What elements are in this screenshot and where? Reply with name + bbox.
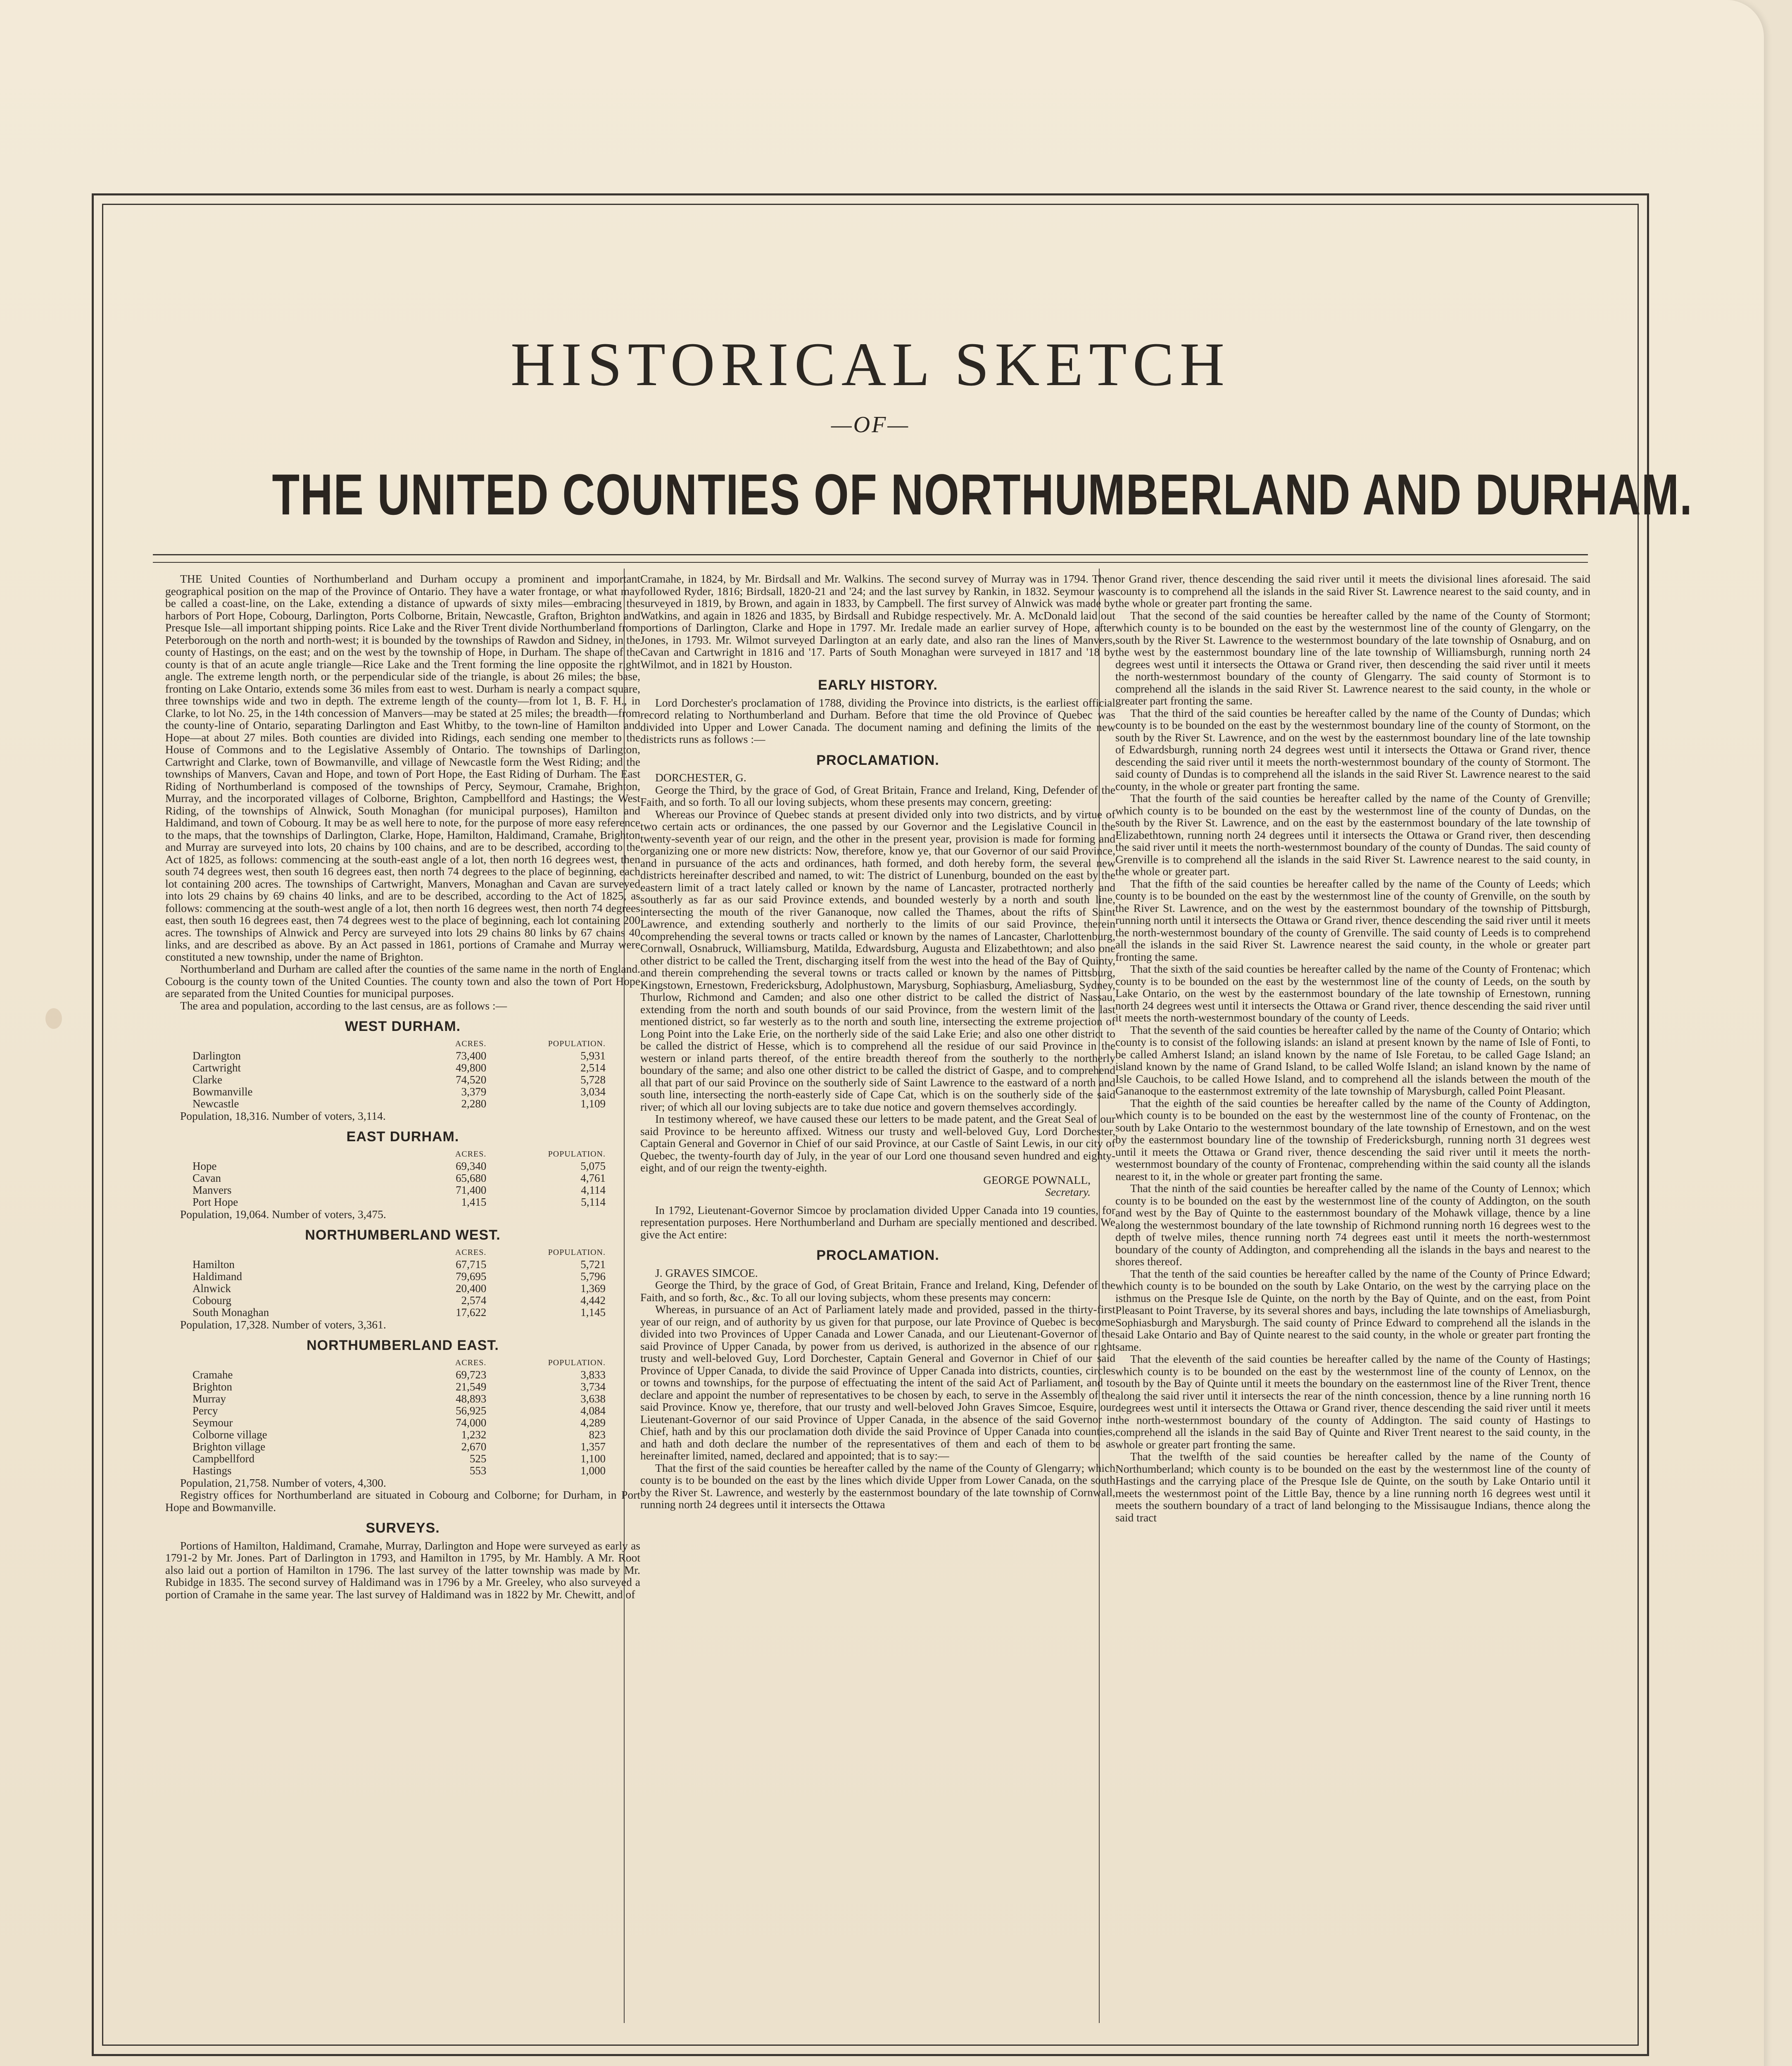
table-cell: 823 bbox=[589, 1428, 606, 1441]
table-row bbox=[190, 1429, 608, 1441]
paragraph: or Grand river, thence descending the said river until it meets the divisional lines aforesaid. The said county is to comprehend all the islands in the said River St. Lawrence nearest to the said county, and in the whole or greater part fronting the same. bbox=[1115, 573, 1590, 609]
table-cell: 73,400 bbox=[456, 1049, 487, 1062]
paragraph: That the first of the said counties be hereafter called by the name of the County of Glengarry; which county is to be bounded on the east by the lines which divide Upper from Lower Canada, on the south by the River St. Lawrence, and westerly by the easternmost boundary of the late township of Cornwall, running north 24 degrees until it intersects the Ottawa bbox=[640, 1461, 1115, 1511]
table-cell: 49,800 bbox=[456, 1061, 487, 1074]
table-row bbox=[190, 1160, 608, 1172]
page-title: HISTORICAL SKETCH bbox=[510, 330, 1231, 399]
table-header-acres: ACRES. bbox=[455, 1149, 487, 1159]
table-cell: 4,084 bbox=[580, 1404, 606, 1417]
table-cell: 4,442 bbox=[580, 1294, 606, 1307]
table-cell: 1,369 bbox=[580, 1282, 606, 1295]
table-cell: Campbellford bbox=[193, 1452, 254, 1465]
table-cell: Port Hope bbox=[193, 1195, 238, 1208]
table-cell: 69,340 bbox=[456, 1159, 487, 1172]
outer-border bbox=[92, 193, 1693, 2056]
paragraph: The area and population, according to the last census, are as follows :— bbox=[180, 999, 507, 1012]
table-row bbox=[190, 1453, 608, 1465]
table-row bbox=[190, 1172, 608, 1184]
table-row bbox=[190, 1259, 608, 1271]
table-cell: Darlington bbox=[193, 1049, 241, 1062]
paragraph: That the ninth of the said counties be hereafter called by the name of the County of Lennox; which county is to be bounded on the east by the westernmost line of the county of Addington, on the south and west by the Bay of Quinte to the easternmost boundary of the Mohawk village, thence by a line along the westernmost boundary of the late township of Richmond running north 16 degrees west to the depth of twelve miles, thence running north 74 degrees east until it meets the north-westernmost boundary of the county of Addington, and comprehending all the islands in the bays and nearest to the shores thereof. bbox=[1115, 1182, 1590, 1268]
paragraph: That the second of the said counties be hereafter called by the name of the County of Stormont; which county is to be bounded on the east by the westernmost line of the county of Glengarry, on the south by the River St. Lawrence to the westernmost boundary of the late township of Osnaburg, and on the west by the easternmost boundary line of the late township of Williamsburgh, running north 24 degrees west until it intersects the Ottawa or Grand river, then descending the said river until it meets the north-westernmost boundary of the county of Glengarry. The said county of Stormont is to comprehend all the islands in the said River St. Lawrence nearest to the said county, in the whole or greater part fronting the same. bbox=[1115, 609, 1590, 707]
paragraph: That the eleventh of the said counties be hereafter called by the name of the County of Hastings; which county is to be bounded on the east by the westernmost line of the county of Lennox, on the south by the Bay of Quinte until it meets the boundary on the easternmost line of the River Trent, thence along the said river until it intersects the rear of the ninth concession, thence by a line running north 16 degrees west until it intersects the Ottawa or Grand river, thence descending the said river until it meets the north-westernmost boundary of the county of Addington. The said county of Hastings to comprehend all the islands in the said Bay of Quinte and River Trent nearest to the said county, in the whole or greater part fronting the same. bbox=[1115, 1352, 1590, 1451]
table-row bbox=[190, 1184, 608, 1196]
table-cell: 525 bbox=[469, 1452, 487, 1465]
section-heading-proclamation: PROCLAMATION. bbox=[816, 1247, 939, 1263]
table-cell: 3,734 bbox=[580, 1380, 606, 1393]
table-header-population: POPULATION. bbox=[548, 1039, 606, 1048]
table-cell: Colborne village bbox=[193, 1428, 267, 1441]
section-heading-northumberland-west: NORTHUMBERLAND WEST. bbox=[305, 1227, 501, 1243]
table-cell: 79,695 bbox=[456, 1270, 487, 1283]
table-header-population: POPULATION. bbox=[548, 1358, 606, 1367]
table-cell: 20,400 bbox=[456, 1282, 487, 1295]
table-cell: 5,931 bbox=[580, 1049, 606, 1062]
table-cell: 1,357 bbox=[580, 1440, 606, 1453]
signature-title: Secretary. bbox=[1045, 1185, 1091, 1198]
table-header bbox=[190, 1038, 420, 1050]
table-cell: 2,670 bbox=[461, 1440, 487, 1453]
table-cell: Brighton bbox=[193, 1380, 233, 1393]
paragraph: George the Third, by the grace of God, of Great Britain, France and Ireland, King, Defender of the Faith, and so forth. To all our loving subjects, whom these presents may concern, greeting: bbox=[640, 783, 1115, 808]
section-heading-east-durham: EAST DURHAM. bbox=[346, 1129, 459, 1145]
table-row bbox=[190, 1283, 608, 1295]
table-cell: 71,400 bbox=[456, 1183, 487, 1196]
table-cell: Murray bbox=[193, 1392, 226, 1405]
table-header-acres: ACRES. bbox=[455, 1247, 487, 1257]
table-header-population: POPULATION. bbox=[548, 1247, 606, 1257]
table-cell: 4,761 bbox=[580, 1171, 606, 1184]
paragraph: That the sixth of the said counties be hereafter called by the name of the County of Frontenac; which county is to be bounded on the east by the westernmost line of the county of Leeds, on the south by Lake Ontario, on the west by the easternmost boundary of the late township of Ernestown, running north 24 degrees west until it intersects the Ottawa or Grand river, thence descending the said river until it meets the north-westernmost boundary of the county of Leeds. bbox=[1115, 962, 1590, 1024]
table-cell: Percy bbox=[193, 1404, 218, 1417]
table-cell: 3,638 bbox=[580, 1392, 606, 1405]
paragraph: Registry offices for Northumberland are situated in Cobourg and Colborne; for Durham, in Port Hope and Bowmanville. bbox=[165, 1488, 640, 1514]
table-row bbox=[190, 1405, 608, 1417]
paragraph: That the tenth of the said counties be hereafter called by the name of the County of Prince Edward; which county is to be bounded on the south by Lake Ontario, on the west by the carrying place on the isthmus on the Presque Isle de Quinte, on the north by the Bay of Quinte, and on the east, from Point Pleasant to Point Traverse, by its several shores and bays, including the late townships of Ameliasburgh, Sophiasburgh and Marysburgh. The said county of Prince Edward to comprehend all the islands in the said Lake Ontario and Bay of Quinte nearest to the said county, in the whole or greater part fronting the same. bbox=[1115, 1267, 1590, 1353]
table-cell: 69,723 bbox=[456, 1368, 487, 1381]
title-connector: —OF— bbox=[831, 412, 910, 438]
table-cell: 74,000 bbox=[456, 1416, 487, 1429]
text-column-3 bbox=[1115, 573, 1590, 2027]
paragraph: Whereas, in pursuance of an Act of Parliament lately made and provided, passed in the thirty-first year of our reign, and of authority by us given for that purpose, our late Province of Quebec is become divided into two Provinces of Upper Canada and Lower Canada, and our Lieutenant-Governor of the said Province of Upper Canada, by power from us derived, is authorized in the absence of our right trusty and well-beloved Guy, Lord Dorchester, Captain General and Governor in Chief of our said Province of Upper Canada, to divide the said Province of Upper Canada into districts, counties, circles or towns and townships, for the purpose of effectuating the intent of the said Act of Parliament, and to declare and appoint the number of representatives to be chosen by each, to serve in the Assembly of the said Province. Know ye, therefore, that our trusty and well-beloved John Graves Simcoe, Esquire, our Lieutenant-Governor of our said Province of Upper Canada, in the absence of the said Governor in Chief, hath and by this our proclamation doth divide the said Province of Upper Canada into counties, and hath and doth declare the number of the representatives of them and each of them to be as hereinafter limited, named, declared and appointed; that is to say:— bbox=[640, 1303, 1115, 1462]
table-header bbox=[190, 1247, 420, 1259]
table-cell: 553 bbox=[469, 1464, 487, 1477]
table-cell: 5,796 bbox=[580, 1270, 606, 1283]
table-cell: Bowmanville bbox=[193, 1085, 253, 1098]
table-cell: 5,114 bbox=[581, 1195, 606, 1208]
section-heading-west-durham: WEST DURHAM. bbox=[345, 1019, 461, 1034]
table-row bbox=[190, 1196, 608, 1208]
table-cell: 74,520 bbox=[456, 1073, 487, 1086]
paper-stain bbox=[45, 1008, 62, 1029]
table-cell: 3,379 bbox=[461, 1085, 487, 1098]
paragraph: George the Third, by the grace of God, of Great Britain, France and Ireland, King, Defender of the Faith, and so forth, &c., &c. To all our loving subjects, whom these presents may concern: bbox=[640, 1278, 1115, 1304]
table-row bbox=[190, 1098, 608, 1110]
population-table-northumberland-west bbox=[190, 1247, 608, 1319]
proclamation-issuer: J. GRAVES SIMCOE. bbox=[655, 1266, 758, 1279]
table-cell: 1,100 bbox=[580, 1452, 606, 1465]
table-cell: 5,721 bbox=[580, 1258, 606, 1271]
table-cell: Alnwick bbox=[193, 1282, 231, 1295]
table-cell: 1,000 bbox=[580, 1464, 606, 1477]
table-header-acres: ACRES. bbox=[455, 1358, 487, 1367]
table-cell: Haldimand bbox=[193, 1270, 242, 1283]
table-cell: Clarke bbox=[193, 1073, 222, 1086]
table-row bbox=[190, 1465, 608, 1477]
paragraph: That the eighth of the said counties be hereafter called by the name of the County of Addington, which county is to be bounded on the east by the westernmost line of the county of Frontenac, on the south by Lake Ontario to the westernmost boundary of the late township of Ernestown, and on the west by the easternmost boundary line of the township of Fredericksburgh, running north 31 degrees west until it meets the Ottawa or Grand river, thence descending the said river until it meets the north-westernmost boundary of the county of Frontenac, comprehending within the said county all the islands nearest to it, in the whole or greater part fronting the same. bbox=[1115, 1096, 1590, 1183]
paragraph: Whereas our Province of Quebec stands at present divided only into two districts, and by virtue of two certain acts or ordinances, the one passed by our Governor and the Legislative Council in the twenty-seventh year of our reign, and the other in the present year, provision is made for forming and organizing one or more new districts: Now, therefore, know ye, that our Governor of our said Province, and in pursuance of the acts and ordinances, hath formed, and doth hereby form, the several new districts hereinafter described and named, to wit: The district of Lunenburg, bounded on the east by the eastern limit of a tract lately called or known by the name of Lancaster, protracted northerly and southerly as far as our said Province extends, and bounded westerly by a north and south line, intersecting the mouth of the river Gananoque, now called the Thames, about the rifts of Saint Lawrence, and extending southerly and northerly to the limits of our said Province, therein comprehending the several towns or tracts called or known by the names of Lancaster, Charlottenburg, Cornwall, Osnabruck, Williamsburg, Matilda, Edwardsburg, Augusta and Elizabethtown; and also one other district to be called the Trent, discharging itself from the west into the head of the Bay of Quinty, and therein comprehending the several towns or tracts called or known by the names of Pittsburg, Kingstown, Ernestown, Fredericksburg, Adolphustown, Marysburg, Sophiasburg, Ameliasburg, Sydney, Thurlow, Richmond and Camden; and also one other district to be called the district of Nassau, extending from the north and south bounds of our said Province, from the western limit of the last mentioned district, so far westerly as to the north and south line, intersecting the extreme projection of Long Point into the Lake Erie, on the northerly side of the said Lake Erie; and also one other district to be called the district of Hesse, which is to comprehend all the residue of our said Province in the western or inland parts thereof, of the entire breadth thereof from the southerly to the northerly boundary of the same; and also one other district to be called the district of Gaspe, and to comprehend all that part of our said Province on the southerly side of Saint Lawrence to the eastward of a north and south line, intersecting the north-easterly side of Cape Cat, which is on the southerly side of the said river; of which all our loving subjects are to take due notice and govern themselves accordingly. bbox=[640, 807, 1115, 1113]
table-cell: 21,549 bbox=[456, 1380, 487, 1393]
title-rule bbox=[153, 554, 1588, 563]
section-heading-early-history: EARLY HISTORY. bbox=[818, 677, 938, 693]
table-row bbox=[190, 1074, 608, 1086]
table-cell: Brighton village bbox=[193, 1440, 266, 1453]
table-row bbox=[190, 1271, 608, 1283]
table-row bbox=[190, 1441, 608, 1453]
table-row bbox=[190, 1086, 608, 1098]
paragraph: That the fourth of the said counties be hereafter called by the name of the County of Grenville; which county is to be bounded on the east by the westernmost line of the county of Dundas, on the south by the River St. Lawrence, and on the east by the easternmost boundary of the late township of Elizabethtown, running north 24 degrees until it intersects the Ottawa or Grand river, then descending the said river until it meets the north-westernmost boundary of the county of Dundas. The said county of Grenville is to comprehend all the islands in the said River St. Lawrence nearest to the said county, in the whole or greater part. bbox=[1115, 792, 1590, 878]
text-column-1 bbox=[165, 573, 640, 2027]
table-cell: Cartwright bbox=[193, 1061, 241, 1074]
table-row bbox=[190, 1369, 608, 1381]
table-cell: 2,514 bbox=[580, 1061, 606, 1074]
table-cell: 3,034 bbox=[580, 1085, 606, 1098]
population-note: Population, 18,316. Number of voters, 3,114. bbox=[180, 1109, 386, 1122]
population-table-east-durham bbox=[190, 1148, 608, 1208]
table-cell: Cavan bbox=[193, 1171, 221, 1184]
table-row bbox=[190, 1307, 608, 1319]
paragraph: That the third of the said counties be hereafter called by the name of the County of Dundas; which county is to be bounded on the east by the westernmost boundary line of the county of Stormont, on the south by the River St. Lawrence, and on the west by the easternmost boundary line of the late township of Edwardsburgh, running north 24 degrees west until it intersects the Ottawa or Grand river, thence descending the said river until it meets the north-westernmost boundary of the county of Stormont. The said county of Dundas is to comprehend all the islands in the said River St. Lawrence nearest to the said county, in the whole or greater part fronting the same. bbox=[1115, 706, 1590, 793]
table-cell: 17,622 bbox=[456, 1306, 487, 1319]
table-cell: 1,145 bbox=[580, 1306, 606, 1319]
population-note: Population, 19,064. Number of voters, 3,475. bbox=[180, 1207, 386, 1221]
table-cell: 56,925 bbox=[456, 1404, 487, 1417]
table-header bbox=[190, 1148, 420, 1160]
population-note: Population, 17,328. Number of voters, 3,361. bbox=[180, 1318, 386, 1331]
paragraph: Cramahe, in 1824, by Mr. Birdsall and Mr. Walkins. The second survey of Murray was in 1794. Then followed Ryder, 1816; Birdsall, 1820-21 and '24; and the last survey by Rankin, in 1832. Seymour was surveyed in 1819, by Brown, and again in 1833, by Campbell. The first survey of Alnwick was made by Watkins, and again in 1826 and 1835, by Birdsall and Rubidge respectively. Mr. A. McDonald laid out portions of Darlington, Clarke and Hope in 1797. Mr. Iredale made an earlier survey of Hope, after Jones, in 1793. Mr. Wilmot surveyed Darlington at an early date, and also ran the lines of Manvers, Cavan and Cartwright in 1816 and '17. Parts of South Monaghan were surveyed in 1817 and '18 by Wilmot, and in 1821 by Houston. bbox=[640, 573, 1115, 671]
paragraph: Northumberland and Durham are called after the counties of the same name in the north of England. Cobourg is the county town of the United Counties. The county town and also the town of Port Hope are separated from the United Counties for municipal purposes. bbox=[165, 962, 640, 1000]
table-row bbox=[190, 1295, 608, 1307]
table-header-population: POPULATION. bbox=[548, 1149, 606, 1159]
table-cell: 5,075 bbox=[580, 1159, 606, 1172]
table-cell: 3,833 bbox=[580, 1368, 606, 1381]
table-cell: Seymour bbox=[193, 1416, 233, 1429]
table-cell: Manvers bbox=[193, 1183, 232, 1196]
table-row bbox=[190, 1393, 608, 1405]
table-cell: 4,114 bbox=[581, 1183, 606, 1196]
population-note: Population, 21,758. Number of voters, 4,300. bbox=[180, 1476, 386, 1489]
table-header-acres: ACRES. bbox=[455, 1039, 487, 1048]
table-cell: South Monaghan bbox=[193, 1306, 269, 1319]
table-cell: 5,728 bbox=[580, 1073, 606, 1086]
paragraph: Portions of Hamilton, Haldimand, Cramahe, Murray, Darlington and Hope were surveyed as early as 1791-2 by Mr. Jones. Part of Darlington in 1793, and Hamilton in 1795, by Mr. Hambly. A Mr. Root also laid out a portion of Hamilton in 1796. The last survey of the latter township was made by Mr. Rubidge in 1835. The second survey of Haldimand was in 1796 by a Mr. Greeley, who also surveyed a portion of Cramahe in the same year. The last survey of Haldimand was in 1822 by Mr. Chewitt, and of bbox=[165, 1539, 640, 1601]
table-cell: 1,415 bbox=[461, 1195, 487, 1208]
table-header bbox=[190, 1357, 420, 1369]
table-cell: Hastings bbox=[193, 1464, 232, 1477]
section-heading-northumberland-east: NORTHUMBERLAND EAST. bbox=[307, 1338, 499, 1353]
table-cell: 1,109 bbox=[580, 1097, 606, 1110]
table-cell: Hope bbox=[193, 1159, 217, 1172]
table-cell: 2,280 bbox=[461, 1097, 487, 1110]
table-row bbox=[190, 1062, 608, 1074]
table-cell: Cobourg bbox=[193, 1294, 232, 1307]
paragraph: That the fifth of the said counties be hereafter called by the name of the County of Leeds; which county is to be bounded on the east by the westernmost line of the county of Grenville, on the south by the River St. Lawrence, and on the west by the easternmost boundary of the township of Pittsburgh, running north until it intersects the Ottawa or Grand river, thence descending the said river until it meets the north-westernmost boundary of the county of Grenville. The said county of Leeds is to comprehend all the islands in the said River St. Lawrence nearest the said county, in the whole or greater part fronting the same. bbox=[1115, 877, 1590, 963]
paragraph: In 1792, Lieutenant-Governor Simcoe by proclamation divided Upper Canada into 19 counties, for representation purposes. Here Northumberland and Durham are specially mentioned and described. We give the Act entire: bbox=[640, 1203, 1115, 1241]
table-cell: 4,289 bbox=[580, 1416, 606, 1429]
table-cell: Newcastle bbox=[193, 1097, 239, 1110]
page-subtitle: THE UNITED COUNTIES OF NORTHUMBERLAND AND DURHAM. bbox=[272, 462, 1693, 527]
table-cell: 2,574 bbox=[461, 1294, 487, 1307]
paragraph: Lord Dorchester's proclamation of 1788, dividing the Province into districts, is the earliest official record relating to Northumberland and Durham. Before that time the old Province of Quebec was divided into Upper and Lower Canada. The document naming and defining the limits of the new districts runs as follows :— bbox=[640, 696, 1115, 745]
paragraph: That the seventh of the said counties be hereafter called by the name of the County of Ontario; which county is to consist of the following islands: an island at present known by the name of Isle of Fonti, to be called Amherst Island; an island known by the name of Isle Foretau, to be called Gage Island; an island known by the name of Grand Island, to be called Wolfe Island; an island known by the name of Isle Cauchois, to be called Howe Island, and to comprehend all the islands between the mouth of the Gananoque to the easternmost extremity of the late township of Marysburgh, called Point Pleasant. bbox=[1115, 1023, 1590, 1097]
table-cell: 48,893 bbox=[456, 1392, 487, 1405]
paragraph: In testimony whereof, we have caused these our letters to be made patent, and the Great Seal of our said Province to be hereunto affixed. Witness our trusty and well-beloved Guy, Lord Dorchester, Captain General and Governor in Chief of our said Province, at our Castle of Saint Lewis, in our city of Quebec, the twenty-fourth day of July, in the year of our Lord one thousand seven hundred and eighty-eight, and of our reign the twenty-eighth. bbox=[640, 1112, 1115, 1174]
table-cell: 67,715 bbox=[456, 1258, 487, 1271]
population-table-west-durham bbox=[190, 1038, 608, 1110]
intro-paragraph: THE United Counties of Northumberland and Durham occupy a prominent and important geographical position on the map of the Province of Ontario. They have a water frontage, or what may be called a coast-line, on the Lake, extending a distance of upwards of sixty miles—embracing the harbors of Port Hope, Cobourg, Darlington, Ports Colborne, Britain, Newcastle, Grafton, Brighton and Presque Isle—all important shipping points. Rice Lake and the River Trent divide Northumberland from Peterborough on the north and north-west; it is bounded by the townships of Rawdon and Sidney, in the county of Hastings, on the east; and on the west by the township of Hope, in Durham. The shape of the county is that of an acute angle triangle—Rice Lake and the Trent forming the line opposite the right angle. The extreme length north, or the perpendicular side of the triangle, is about 26 miles; the base, fronting on Lake Ontario, extends some 36 miles from east to west. Durham is nearly a compact square, three townships wide and two in depth. The extreme length of the county—from lot 1, B. F. H., in Clarke, to lot No. 25, in the 14th concession of Manvers—may be stated at 25 miles; the breadth—from the county-line of Ontario, separating Darlington and East Whitby, to the town-line of Hamilton and Hope—at about 27 miles. Both counties are divided into Ridings, each sending one member to the House of Commons and to the Legislative Assembly of Ontario. The townships of Darlington, Cartwright and Clarke, town of Bowmanville, and village of Newcastle form the West Riding; and the townships of Manvers, Cavan and Hope, and town of Port Hope, the East Riding of Durham. The East Riding of Northumberland is composed of the townships of Percy, Seymour, Cramahe, Brighton, Murray, and the incorporated villages of Colborne, Brighton, Campbellford and Hastings; the West Riding, of the townships of Alnwick, South Monaghan (for municipal purposes), Hamilton and Haldimand, and town of Cobourg. It may be as well here to note, for the purpose of more easy reference to the maps, that the townships of Darlington, Clarke, Hope, Hamilton, Haldimand, Cramahe, Brighton and Murray are surveyed into lots, 20 chains by 100 chains, and are to be described, according to the Act of 1825, as follows: commencing at the south-east angle of a lot, then north 16 degrees west, then south 74 degrees west, then south 16 degrees east, then north 74 degrees to the place of beginning, each lot containing 200 acres. The townships of Cartwright, Manvers, Monaghan and Cavan are surveyed into lots 29 chains by 69 chains 40 links, and are to be described, according to the Act of 1825, as follows: commencing at the south-west angle of a lot, then north 16 degrees west, then north 74 degrees east, then south 16 degrees east, then 74 degrees west to the place of beginning, each lot containing 200 acres. The townships of Alnwick and Percy are surveyed into lots 29 chains 80 links by 67 chains 40 links, and are described as above. By an Act passed in 1861, portions of Cramahe and Murray were constituted a new township, under the name of Brighton. bbox=[165, 573, 640, 963]
population-table-northumberland-east bbox=[190, 1357, 608, 1477]
table-row bbox=[190, 1381, 608, 1393]
proclamation-issuer: DORCHESTER, G. bbox=[655, 771, 746, 784]
signature-name: GEORGE POWNALL, bbox=[983, 1173, 1091, 1186]
table-row bbox=[190, 1417, 608, 1429]
inner-border bbox=[102, 204, 1693, 2046]
text-column-2 bbox=[640, 573, 1115, 2027]
section-heading-surveys: SURVEYS. bbox=[366, 1520, 440, 1536]
table-row bbox=[190, 1050, 608, 1062]
section-heading-proclamation: PROCLAMATION. bbox=[816, 752, 939, 768]
paragraph: That the twelfth of the said counties be hereafter called by the name of the County of Northumberland; which county is to be bounded on the east by the westernmost line of the county of Hastings and the carrying place of the Presque Isle de Quinte, on the south by Lake Ontario until it meets the westernmost point of the Little Bay, thence by a line running north 16 degrees west until it meets the southern boundary of a tract of land belonging to the Missisaugue Indians, thence along the said tract bbox=[1115, 1450, 1590, 1524]
table-cell: Hamilton bbox=[193, 1258, 235, 1271]
table-cell: 65,680 bbox=[456, 1171, 487, 1184]
table-cell: Cramahe bbox=[193, 1368, 233, 1381]
table-cell: 1,232 bbox=[461, 1428, 487, 1441]
